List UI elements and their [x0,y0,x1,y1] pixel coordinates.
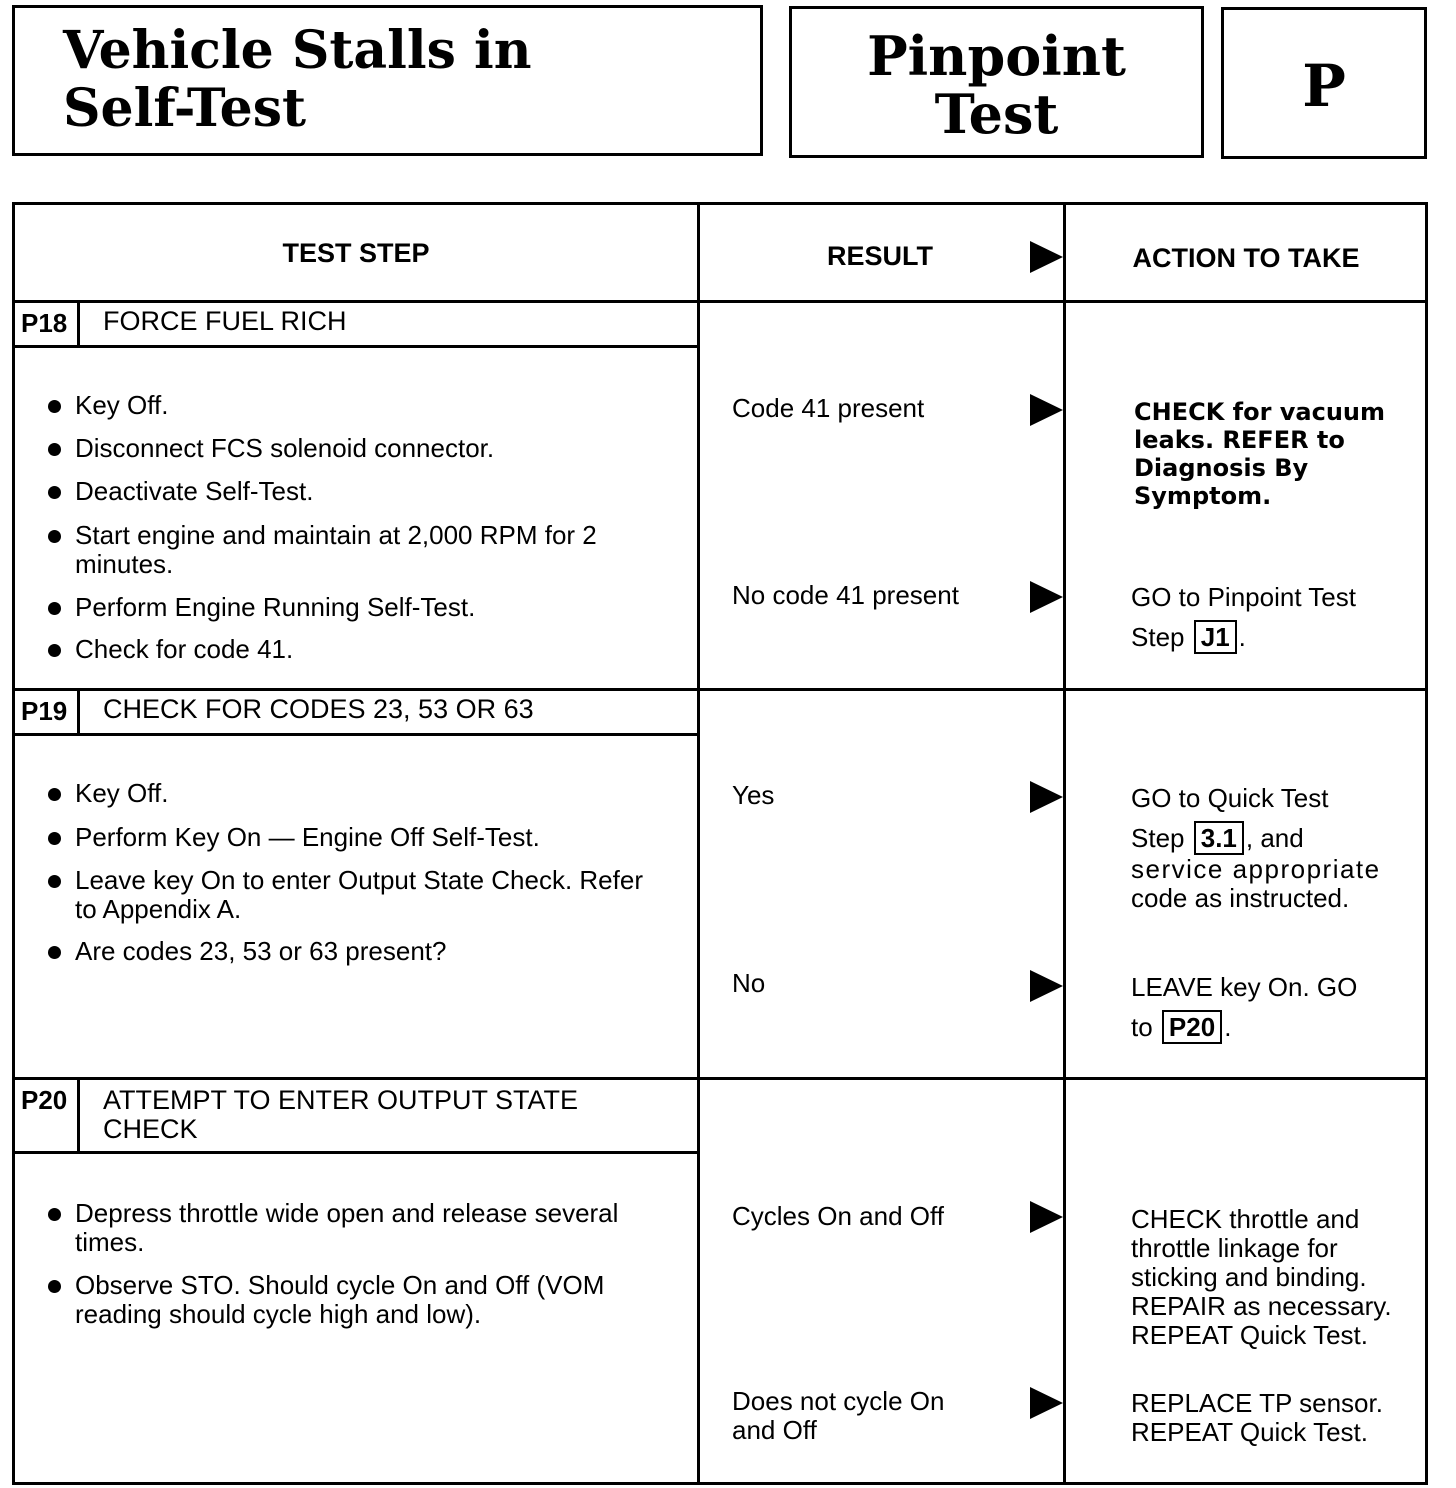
header-row-divider [12,300,1428,303]
result-arrow-icon [1030,581,1063,613]
table-border-top [12,202,1428,205]
step-reference-link[interactable]: P20 [1162,1010,1222,1044]
step-reference-link[interactable]: 3.1 [1194,821,1244,855]
step-id: P20 [21,1085,68,1115]
test-letter: P [1302,52,1346,120]
col-header-result: RESULT [827,241,933,271]
section-divider-p20 [12,1077,1428,1080]
result-text: Cycles On and Off [732,1201,944,1231]
list-item: Perform Engine Running Self-Test. [15,593,665,622]
result-text: No code 41 present [732,580,959,610]
column-divider-2 [1063,202,1066,1485]
result-arrow-icon [1030,1387,1063,1419]
pinpoint-label: Pinpoint Test [867,24,1126,146]
step-instructions [15,391,665,664]
p20-title-underline [12,1151,700,1154]
step-id: P19 [21,696,68,726]
step-title: FORCE FUEL RICH [103,306,347,336]
action-text: GO to Quick Test Step 3.1 , and service appropriate code as instructed. [1131,783,1381,913]
p18-title-underline [12,345,700,348]
title-box [12,5,763,156]
result-arrow-icon [1030,1201,1063,1233]
list-item: Key Off. [15,779,665,808]
table-border-bottom [12,1482,1428,1485]
header-arrow-icon [1030,241,1063,273]
table-border-right [1425,202,1428,1485]
step-instructions [15,779,665,966]
section-divider-p19 [12,688,1428,691]
col-header-action: ACTION TO TAKE [1132,243,1360,273]
list-item: Perform Key On — Engine Off Self-Test. [15,823,665,852]
list-item: Leave key On to enter Output State Check. Refer to Appendix A. [15,866,665,924]
test-letter-box [1221,7,1427,159]
step-title: ATTEMPT TO ENTER OUTPUT STATE CHECK [103,1085,579,1144]
list-item: Deactivate Self-Test. [15,477,665,506]
result-text: No [732,968,766,998]
p20-label-divider [77,1077,80,1154]
pinpoint-test-box [789,6,1204,158]
list-item: Disconnect FCS solenoid connector. [15,434,665,463]
action-text: REPLACE TP sensor. REPEAT Quick Test. [1131,1388,1383,1447]
result-arrow-icon [1030,781,1063,813]
action-text: LEAVE key On. GO to P20 . [1131,972,1358,1042]
list-item: Observe STO. Should cycle On and Off (VOM reading should cycle high and low). [15,1271,680,1329]
list-item: Are codes 23, 53 or 63 present? [15,937,665,966]
result-text: Does not cycle On and Off [732,1386,945,1445]
result-text: Code 41 present [732,393,925,423]
result-arrow-icon [1030,394,1063,426]
step-id: P18 [21,308,68,338]
step-reference-link[interactable]: J1 [1194,620,1237,654]
step-instructions [15,1199,680,1329]
result-text: Yes [732,780,775,810]
p19-title-underline [12,733,700,736]
p18-label-divider [77,300,80,348]
result-arrow-icon [1030,970,1063,1002]
step-title: CHECK FOR CODES 23, 53 OR 63 [103,694,534,724]
col-header-test-step: TEST STEP [282,238,430,268]
action-text: GO to Pinpoint Test Step J1 . [1131,582,1356,652]
list-item: Key Off. [15,391,665,420]
action-text: CHECK throttle and throttle linkage for sticking and binding. REPAIR as necessary. REPEAT Quick Test. [1131,1204,1392,1350]
page-title: Vehicle Stalls in Self-Test [63,20,532,139]
list-item: Check for code 41. [15,635,665,664]
action-text: CHECK for vacuum leaks. REFER to Diagnosis By Symptom. [1134,398,1386,510]
list-item: Start engine and maintain at 2,000 RPM for 2 minutes. [15,521,665,579]
p19-label-divider [77,688,80,736]
column-divider-1 [697,202,700,1485]
list-item: Depress throttle wide open and release several times. [15,1199,680,1257]
